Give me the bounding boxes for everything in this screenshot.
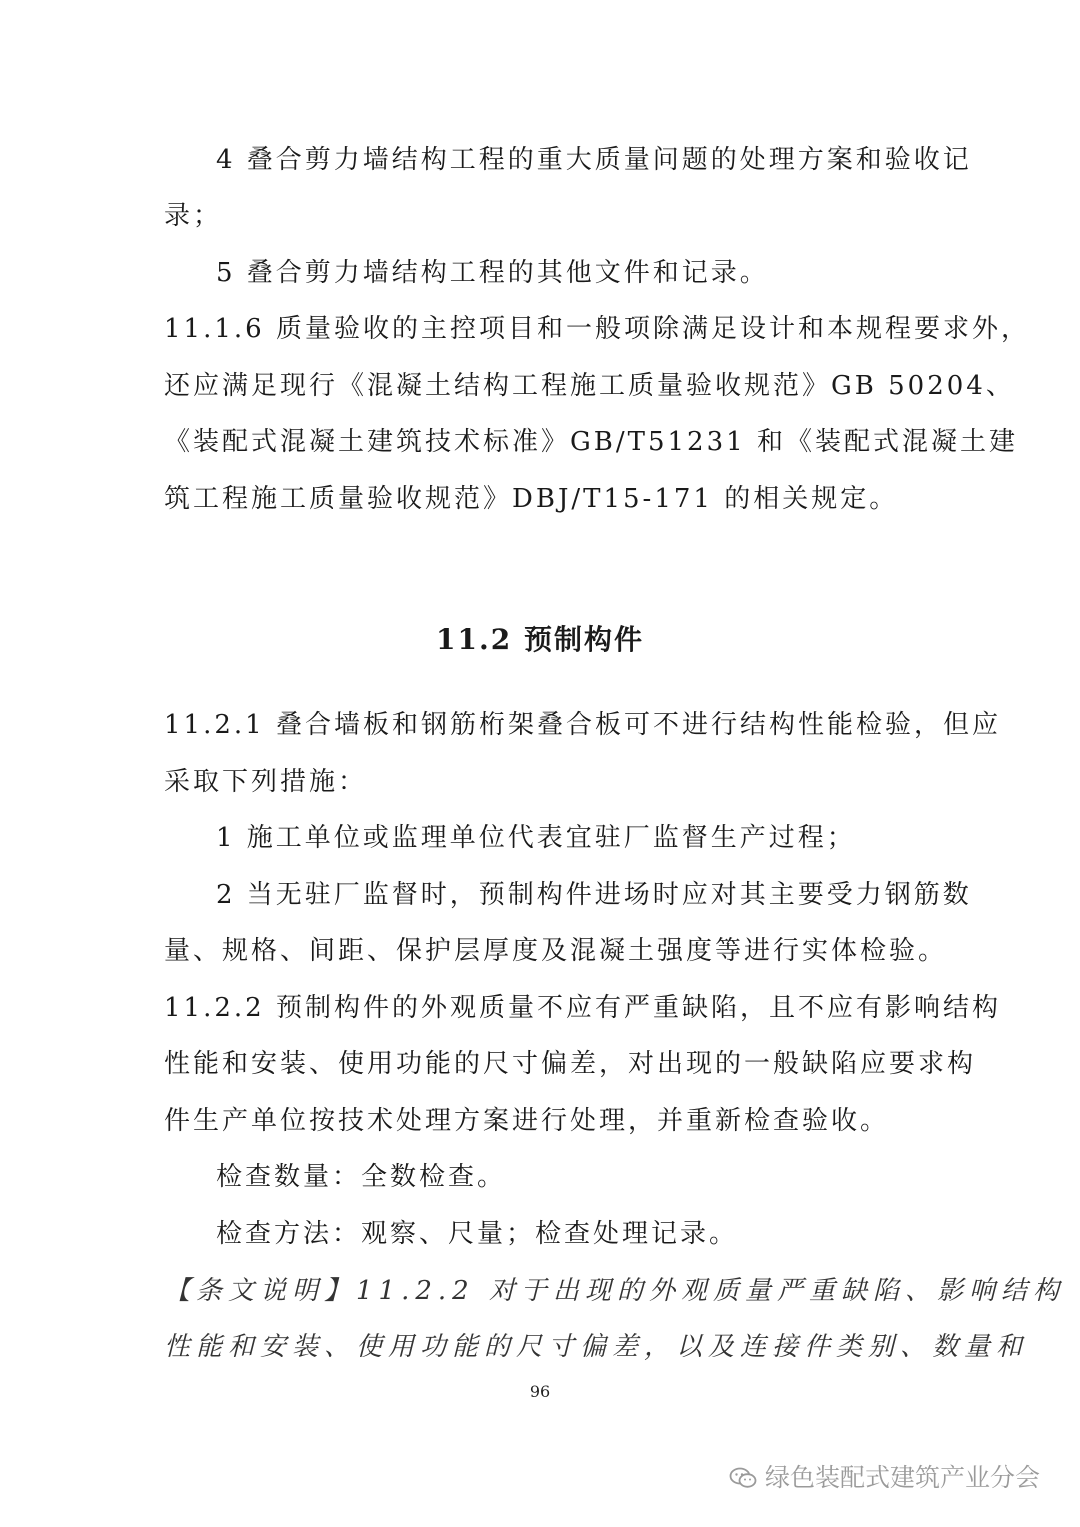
section-heading: 11.2 预制构件 bbox=[436, 623, 644, 656]
clause-11-2-1: 11.2.1 叠合墙板和钢筋桁架叠合板可不进行结构性能检验，但应 bbox=[164, 710, 1001, 740]
measure-2-cont: 量、规格、间距、保护层厚度及混凝土强度等进行实体检验。 bbox=[164, 936, 948, 966]
clause-11-2-2-line3: 件生产单位按技术处理方案进行处理，并重新检查验收。 bbox=[164, 1106, 890, 1136]
clause-11-1-6-line2: 还应满足现行《混凝土结构工程施工质量验收规范》GB 50204、 bbox=[164, 371, 1015, 401]
clause-11-2-1-line2: 采取下列措施： bbox=[164, 767, 368, 797]
measure-2: 2 当无驻厂监督时，预制构件进场时应对其主要受力钢筋数 bbox=[216, 880, 972, 910]
clause-11-1-6: 11.1.6 质量验收的主控项目和一般项除满足设计和本规程要求外， bbox=[164, 314, 1030, 344]
clause-11-1-6-line4: 筑工程施工质量验收规范》DBJ/T15-171 的相关规定。 bbox=[164, 484, 899, 514]
list-item-5: 5 叠合剪力墙结构工程的其他文件和记录。 bbox=[216, 258, 769, 288]
clause-11-2-2-line2: 性能和安装、使用功能的尺寸偏差，对出现的一般缺陷应要求构 bbox=[164, 1049, 977, 1079]
clause-11-2-2: 11.2.2 预制构件的外观质量不应有严重缺陷，且不应有影响结构 bbox=[164, 993, 1001, 1023]
inspection-quantity: 检查数量：全数检查。 bbox=[216, 1162, 507, 1192]
wechat-icon bbox=[729, 1467, 757, 1489]
watermark bbox=[729, 1462, 1040, 1494]
list-item-4-cont: 录； bbox=[164, 201, 223, 231]
clause-11-1-6-line3: 《装配式混凝土建筑技术标准》GB/T51231 和《装配式混凝土建 bbox=[164, 427, 1018, 457]
list-item-4: 4 叠合剪力墙结构工程的重大质量问题的处理方案和验收记 bbox=[216, 145, 972, 175]
measure-1: 1 施工单位或监理单位代表宜驻厂监督生产过程； bbox=[216, 823, 856, 853]
inspection-method: 检查方法：观察、尺量；检查处理记录。 bbox=[216, 1219, 739, 1249]
clause-explanation: 【条文说明】11.2.2 对于出现的外观质量严重缺陷、影响结构 bbox=[164, 1276, 1065, 1306]
clause-explanation-line2: 性能和安装、使用功能的尺寸偏差，以及连接件类别、数量和 bbox=[164, 1332, 1029, 1362]
page-number: 96 bbox=[529, 1382, 551, 1401]
watermark-text: 绿色装配式建筑产业分会 bbox=[764, 1463, 1040, 1492]
